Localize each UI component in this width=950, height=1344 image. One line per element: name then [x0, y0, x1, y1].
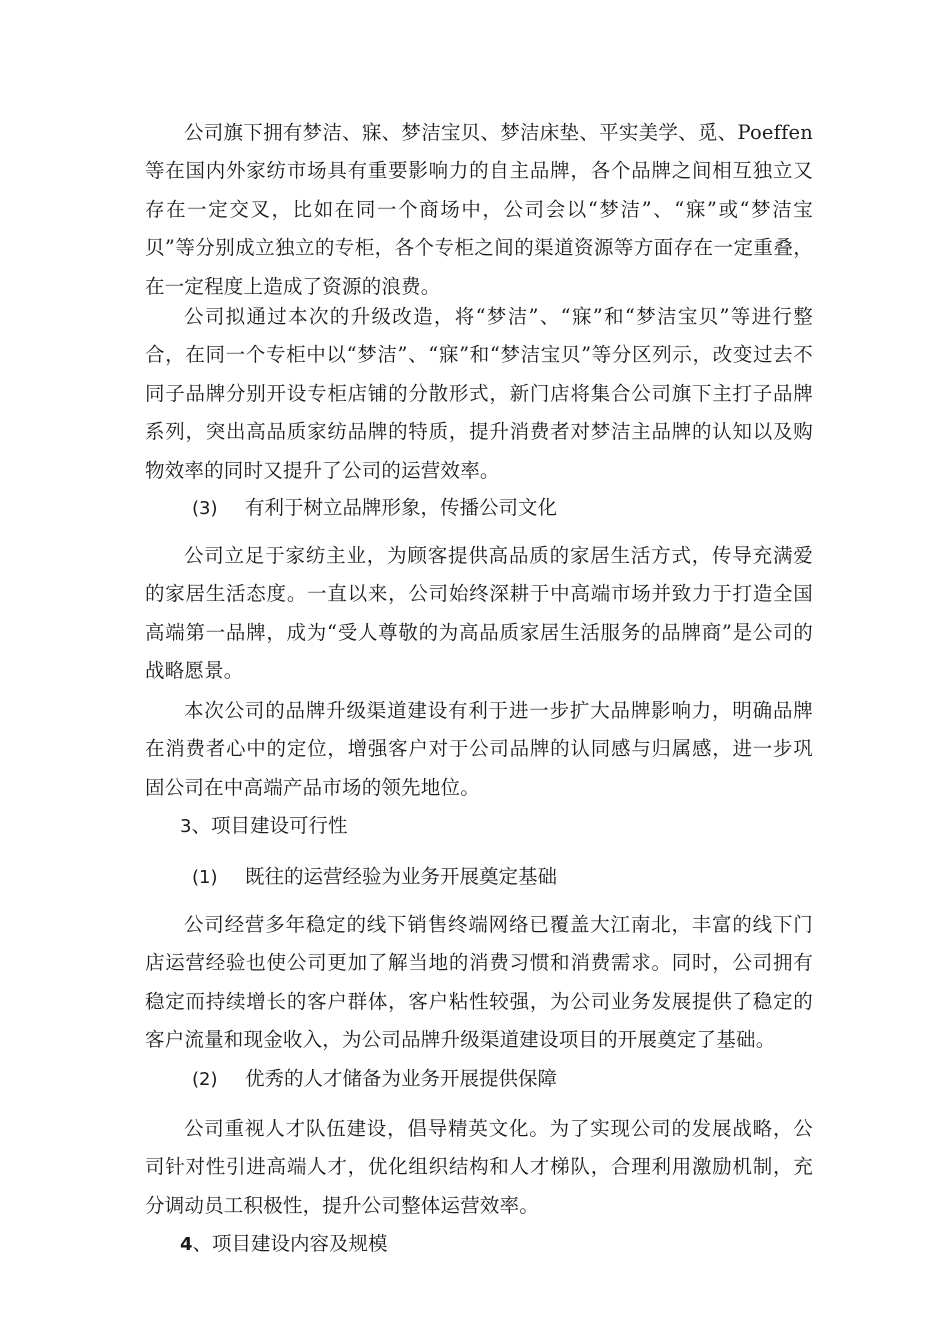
heading-content-scale — [180, 1229, 388, 1260]
paragraph-strategy: 公司立足于家纺主业，为顾客提供高品质的家居生活方式，传导充满爱的家居生活态度。一直以来，公司始终深耕于中高端市场并致力于打造全国高端第一品牌，成为“受人尊敬的为高品质家居生活服务的品牌商”是公司的战略愿景。 — [145, 544, 813, 683]
heading-number: 3 — [180, 816, 192, 837]
subheading-number: (2) — [192, 1069, 218, 1090]
paragraph-brands: 公司旗下拥有梦洁、寐、梦洁宝贝、梦洁床垫、平实美学、觅、Poeffen等在国内外家纺市场具有重要影响力的自主品牌，各个品牌之间相互独立又存在一定交叉，比如在同一个商场中，公司会以“梦洁”、“寐”或“梦洁宝贝”等分别成立独立的专柜，各个专柜之间的渠道资源等方面存在一定重叠，在一定程度上造成了资源的浪费。 — [145, 121, 813, 298]
heading-feasibility — [180, 811, 347, 842]
subheading-text: 有利于树立品牌形象，传播公司文化 — [245, 496, 558, 519]
heading-number: 4 — [180, 1234, 193, 1255]
heading-text: 、项目建设可行性 — [191, 814, 348, 837]
subheading-text: 优秀的人才储备为业务开展提供保障 — [245, 1067, 558, 1090]
subheading-text: 既往的运营经验为业务开展奠定基础 — [245, 865, 558, 888]
subheading-talent — [192, 1064, 557, 1095]
heading-text: 、项目建设内容及规模 — [192, 1232, 388, 1255]
paragraph-channel: 本次公司的品牌升级渠道建设有利于进一步扩大品牌影响力，明确品牌在消费者心中的定位，增强客户对于公司品牌的认同感与归属感，进一步巩固公司在中高端产品市场的领先地位。 — [145, 699, 813, 799]
paragraph-talent: 公司重视人才队伍建设，倡导精英文化。为了实现公司的发展战略，公司针对性引进高端人才，优化组织结构和人才梯队，合理利用激励机制，充分调动员工积极性，提升公司整体运营效率。 — [145, 1117, 813, 1217]
subheading-number: (1) — [192, 867, 218, 888]
paragraph-network: 公司经营多年稳定的线下销售终端网络已覆盖大江南北，丰富的线下门店运营经验也使公司更加了解当地的消费习惯和消费需求。同时，公司拥有稳定而持续增长的客户群体，客户粘性较强，为公司业务发展提供了稳定的客户流量和现金收入，为公司品牌升级渠道建设项目的开展奠定了基础。 — [145, 913, 813, 1052]
subheading-experience — [192, 862, 557, 893]
subheading-brand-image — [192, 493, 557, 524]
subheading-number: (3) — [192, 498, 218, 519]
paragraph-upgrade: 公司拟通过本次的升级改造，将“梦洁”、“寐”和“梦洁宝贝”等进行整合，在同一个专柜中以“梦洁”、“寐”和“梦洁宝贝”等分区列示，改变过去不同子品牌分别开设专柜店铺的分散形式，新门店将集合公司旗下主打子品牌系列，突出高品质家纺品牌的特质，提升消费者对梦洁主品牌的认知以及购物效率的同时又提升了公司的运营效率。 — [145, 305, 813, 482]
